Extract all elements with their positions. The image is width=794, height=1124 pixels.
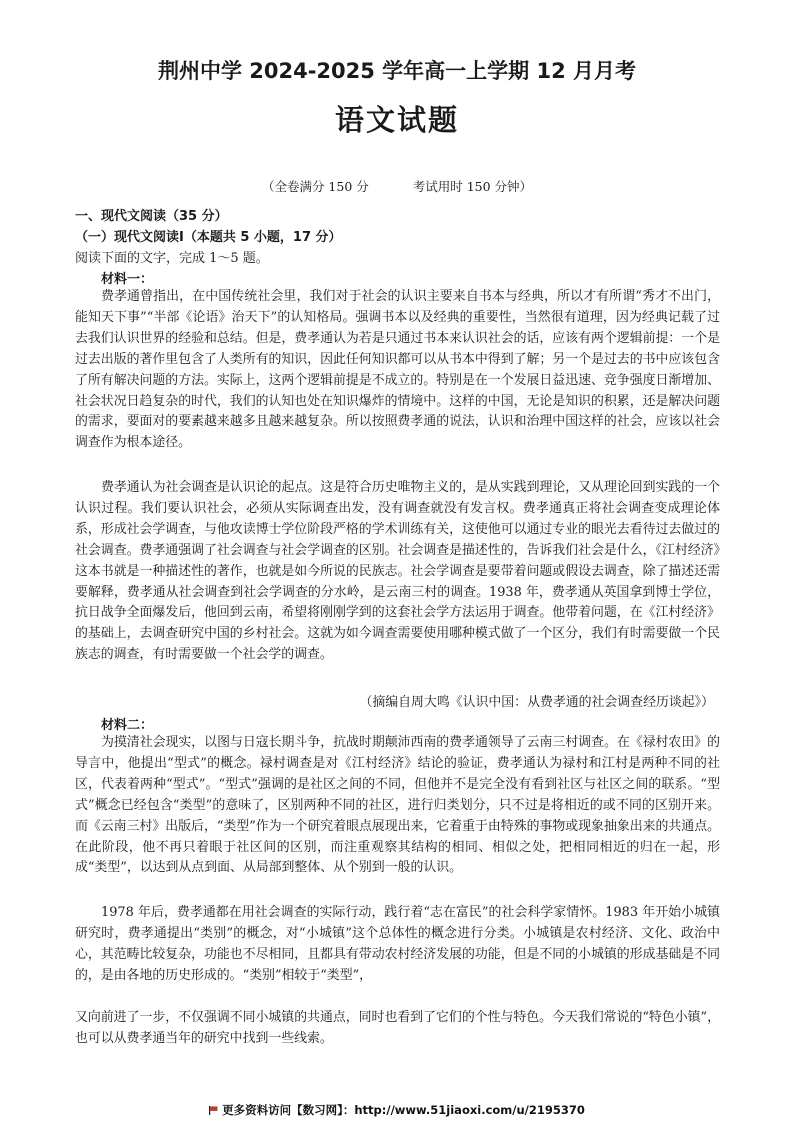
material-one-paragraph: 费孝通认为社会调查是认识论的起点。这是符合历史唯物主义的，是从实践到理论，又从理论回到实践的一个认识过程。我们要认识社会，必须从实际调查出发，没有调查就没有发言权。费孝通真正将社会调查变成理论体系，形成社会学调查，与他攻读博士学位阶段严格的学术训练有关，这使他可以通过专业的眼光去看待过去做过的社会调查。费孝通强调了社会调查与社会学调查的区别。社会调查是描述性的，告诉我们社会是什么，《江村经济》这本书就是一种描述性的著作，也就是如今所说的民族志。社会学调查是要带着问题或假设去调查，除了描述还需要解释，费孝通从社会调查到社会学调查的分水岭，是云南三村的调查。1938 年，费孝通从英国拿到博士学位，抗日战争全面爆发后，他回到云南，希望将刚刚学到的这套社会学方法运用于调查。他带着问题，在《江村经济》的基础上，去调查研究中国的乡村社会。这就为如今调查需要使用哪种模式做了一个区分，我们有时需要做一个民族志的调查，有时需要做一个社会学的调查。 [75, 480, 720, 663]
full-score-note: （全卷满分 150 分 [261, 179, 369, 194]
material-two-paragraph: 又向前进了一步，不仅强调不同小城镇的共通点，同时也看到了它们的个性与特色。今天我们常说的“特色小镇”，也可以从费孝通当年的研究中找到一些线索。 [75, 1010, 720, 1046]
exam-title: 荆州中学 2024-2025 学年高一上学期 12 月月考 [157, 59, 637, 83]
reading-instruction: 阅读下面的文字，完成 1～5 题。 [75, 251, 269, 266]
material-one-label: 材料一： [101, 272, 154, 287]
footer-link[interactable] [0, 1102, 794, 1118]
material-two-label: 材料二： [101, 718, 154, 733]
subsection-heading: （一）现代文阅读Ⅰ（本题共 5 小题，17 分） [75, 230, 342, 245]
footer-text: 更多资料访问【数习网】：http://www.51jiaoxi.com/u/2195370 [222, 1103, 585, 1117]
material-one-source: （摘编自周大鸣《认识中国：从费孝通的社会调查经历谈起》） [359, 695, 714, 710]
time-limit-note: 考试用时 150 分钟） [412, 179, 533, 194]
material-two-paragraph: 1978 年后，费孝通都在用社会调查的实际行动，践行着“志在富民”的社会科学家情怀。1983 年开始小城镇研究时，费孝通提出“类别”的概念，对“小城镇”这个总体性的概念进行分类。小城镇是农村经济、文化、政治中心，其范畴比较复杂，功能也不尽相同，且都具有带动农村经济发展的功能，但是不同的小城镇的形成基础是不同的，是由各地的历史形成的。“类别”相较于“类型”， [75, 905, 720, 983]
material-one-paragraph: 费孝通曾指出，在中国传统社会里，我们对于社会的认识主要来自书本与经典，所以才有所谓“秀才不出门，能知天下事”“半部《论语》治天下”的认知格局。强调书本以及经典的重要性，当然很有道理，因为经典记载了过去我们认识世界的经验和总结。但是，费孝通认为若是只通过书本来认识社会的话，应该有两个逻辑前提：一个是过去出版的著作里包含了人类所有的知识，因此任何知识都可以从书本中得到了解；另一个是过去的书中应该包含了所有解决问题的方法。实际上，这两个逻辑前提是不成立的。特别是在一个发展日益迅速、竞争强度日渐增加、社会状况日趋复杂的时代，我们的认知也处在知识爆炸的情境中。这样的中国，无论是知识的积累，还是解决问题的需求，要面对的要素越来越多且越来越复杂。所以按照费孝通的说法，认识和治理中国这样的社会，应该以社会调查作为根本途径。 [75, 289, 720, 451]
flag-icon [209, 1106, 218, 1115]
exam-info [0, 177, 794, 195]
section-heading: 一、现代文阅读（35 分） [75, 209, 228, 224]
material-two-paragraph: 为摸清社会现实，以图与日寇长期斗争，抗战时期颠沛西南的费孝通领导了云南三村调查。在《禄村农田》的导言中，他提出“型式”的概念。禄村调查是对《江村经济》结论的验证，费孝通认为禄村和江村是两种不同的社区，代表着两种“型式”。“型式”强调的是社区之间的不同，但他并不是完全没有看到社区与社区之间的联系。“型式”概念已经包含“类型”的意味了，区别两种不同的社区，进行归类划分，只不过是将相近的或不同的区别开来。而《云南三村》出版后，“类型”作为一个研究着眼点展现出来，它着重于由特殊的事物或现象抽象出来的共通点。在此阶段，他不再只着眼于社区间的区别，而注重观察其结构的相同、相似之处，把相同相近的归在一起，形成“类型”，以达到从点到面、从局部到整体、从个别到一般的认识。 [75, 735, 720, 876]
exam-subject-title: 语文试题 [334, 103, 459, 137]
